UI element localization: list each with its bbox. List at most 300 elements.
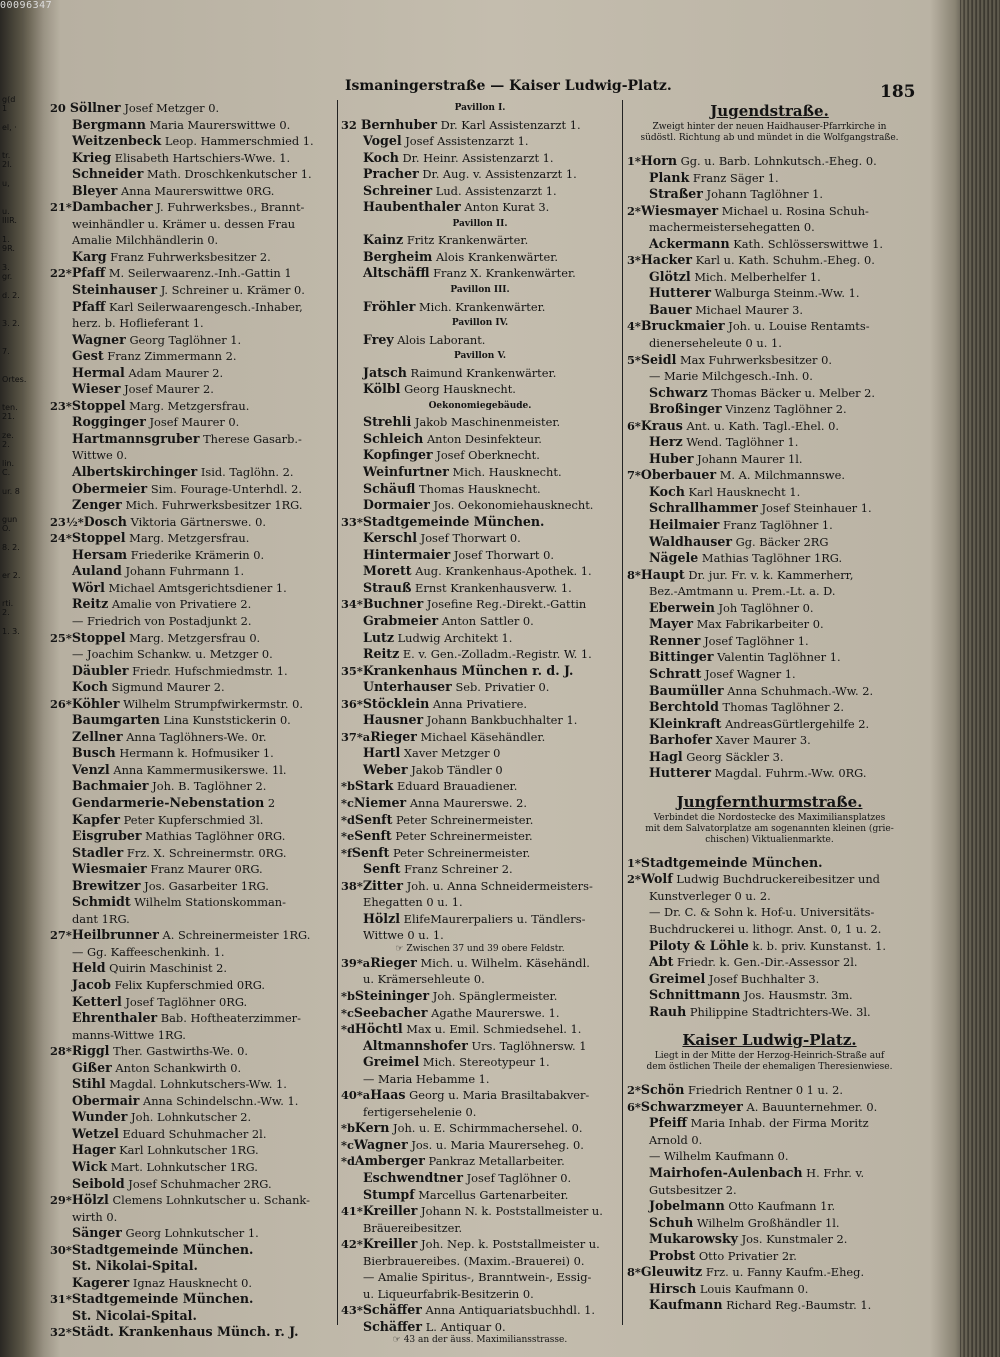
entry-details: M. Seilerwaarenz.-Inh.-Gattin 1 xyxy=(105,266,292,281)
house-number: 20 xyxy=(50,101,70,115)
surname: Schäufl xyxy=(363,480,416,496)
surname: Ehrenthaler xyxy=(72,1010,158,1026)
entry-details: — Marie Milchgesch.-Inh. 0. xyxy=(649,369,813,384)
entry-details: Josef Assistenzarzt 1. xyxy=(401,134,529,149)
resident-entry xyxy=(627,302,912,319)
entry-details: Friedrich Rentner 0 1 u. 2. xyxy=(684,1083,843,1098)
surname: Ackermann xyxy=(649,235,730,251)
surname: Krankenhaus München r. d. J. xyxy=(362,662,574,678)
surname: Schäffer xyxy=(363,1318,423,1334)
entry-details: Bab. Hoftheaterzimmer- xyxy=(157,1011,301,1026)
resident-entry xyxy=(50,100,334,117)
surname: Amberger xyxy=(354,1153,425,1169)
entry-details: weinhändler u. Krämer u. dessen Frau xyxy=(72,216,296,231)
surname: Wolf xyxy=(640,871,673,887)
surname: Vogel xyxy=(363,133,402,149)
surname: Koch xyxy=(72,679,108,695)
entry-details: Franz Schreiner 2. xyxy=(400,862,513,877)
entry-details: Joh. u. E. Schirmmachersehel. 0. xyxy=(389,1121,583,1136)
street-description: ☞ Zwischen 37 und 39 obere Feldstr. xyxy=(395,943,565,954)
surname: Piloty & Löhle xyxy=(649,937,749,953)
entry-details: Felix Kupferschmied 0RG. xyxy=(111,977,266,992)
entry-details: Raimund Krankenwärter. xyxy=(406,365,557,380)
entry-details: Karl Seilerwaarengesch.-Inhaber, xyxy=(105,299,303,314)
resident-entry xyxy=(50,117,334,134)
entry-details: wirth 0. xyxy=(72,1209,118,1224)
surname: Schratt xyxy=(649,665,702,681)
resident-entry xyxy=(50,1043,334,1060)
resident-entry xyxy=(627,401,912,418)
surname: Stihl xyxy=(72,1076,106,1092)
surname: Reitz xyxy=(363,646,400,662)
entry-details: Josefine Reg.-Direkt.-Gattin xyxy=(423,597,587,612)
entry-details: Xaver Maurer 3. xyxy=(712,733,811,748)
entry-continuation xyxy=(627,888,912,905)
resident-entry xyxy=(50,1142,334,1159)
entry-details: fertigersehelenie 0. xyxy=(363,1104,477,1119)
resident-entry xyxy=(50,1126,334,1143)
entry-details: Johann Bankbuchhalter 1. xyxy=(423,713,578,728)
surname: Mayer xyxy=(649,616,694,632)
entry-continuation xyxy=(341,1253,619,1270)
resident-entry xyxy=(341,1319,619,1336)
margin-fragment: u, xyxy=(2,179,10,188)
entry-details: Fritz Krankenwärter. xyxy=(403,233,529,248)
surname: Horn xyxy=(640,153,677,168)
resident-entry xyxy=(341,365,619,382)
surname: Bauer xyxy=(649,301,692,317)
house-number: 1* xyxy=(627,154,641,168)
house-number: *c xyxy=(341,795,354,810)
resident-entry xyxy=(50,679,334,696)
surname: Eschwendtner xyxy=(363,1170,463,1185)
resident-entry xyxy=(341,1203,619,1220)
resident-entry xyxy=(627,765,912,782)
resident-entry xyxy=(50,183,334,200)
resident-entry xyxy=(627,451,912,468)
entry-details: Joh. Lohnkutscher 2. xyxy=(127,1110,252,1125)
entry-details: Dr. jur. Fr. v. k. Kammerherr, xyxy=(684,567,854,582)
entry-details: Lina Kunststickerin 0. xyxy=(159,713,291,728)
entry-details: Georg Lohnkutscher 1. xyxy=(121,1226,259,1241)
resident-entry xyxy=(341,988,619,1005)
surname: Weinfurtner xyxy=(363,464,449,480)
surname: Herz xyxy=(649,434,683,450)
surname: Kreiller xyxy=(362,1203,418,1219)
street-heading: Jugendstraße. xyxy=(710,102,829,120)
entry-details: Marcellus Gartenarbeiter. xyxy=(414,1187,569,1202)
entry-details: Ignaz Hausknecht 0. xyxy=(129,1275,253,1290)
surname: Strauß xyxy=(363,579,412,595)
entry-details: Gg. u. Barb. Lohnkutsch.-Eheg. 0. xyxy=(676,154,877,168)
surname: Koch xyxy=(363,149,399,165)
entry-details: Ther. Gastwirths-We. 0. xyxy=(109,1044,248,1059)
resident-entry xyxy=(341,150,619,167)
entry-details: Frz. u. Fanny Kaufm.-Eheg. xyxy=(702,1265,865,1280)
house-number: 37*a xyxy=(341,729,371,744)
surname: Haas xyxy=(370,1087,406,1103)
resident-entry xyxy=(341,878,619,895)
resident-entry xyxy=(341,133,619,150)
house-number: 8* xyxy=(627,1265,641,1280)
surname: Pfeiff xyxy=(649,1115,688,1131)
entry-continuation xyxy=(50,613,334,630)
entry-details: Pankraz Metallarbeiter. xyxy=(424,1154,565,1169)
entry-details: Anton Kurat 3. xyxy=(460,200,550,215)
surname: St. Nikolai-Spital. xyxy=(72,1258,198,1274)
surname: Oberbauer xyxy=(640,467,717,483)
entry-details: Wilhelm Großhändler 1l. xyxy=(693,1215,840,1230)
entry-details: Frz. X. Schreinermstr. 0RG. xyxy=(123,845,287,860)
column-divider xyxy=(337,100,338,1325)
entry-continuation xyxy=(341,1220,619,1237)
surname: Krieg xyxy=(72,149,112,165)
entry-details: Anna Maurerswittwe 0RG. xyxy=(117,183,275,198)
resident-entry xyxy=(341,596,619,613)
resident-entry xyxy=(341,1137,619,1154)
resident-entry xyxy=(627,716,912,733)
resident-entry xyxy=(50,745,334,762)
entry-details: — Joachim Schankw. u. Metzger 0. xyxy=(72,647,273,662)
resident-entry xyxy=(341,117,619,134)
resident-entry xyxy=(341,530,619,547)
house-number: 23* xyxy=(50,398,72,413)
surname: Bruckmaier xyxy=(640,318,725,334)
resident-entry xyxy=(627,732,912,749)
entry-details: Peter Schreinermeister. xyxy=(391,829,533,844)
margin-fragment: tr. 2l. xyxy=(2,151,12,169)
house-number: 26* xyxy=(50,696,72,711)
surname: Jatsch xyxy=(363,364,407,380)
entry-continuation xyxy=(627,921,912,938)
entry-details: Bräuereibesitzer. xyxy=(363,1220,463,1235)
surname: Glötzl xyxy=(649,268,691,284)
house-number: *c xyxy=(341,1137,354,1152)
resident-entry xyxy=(627,484,912,501)
entry-details: Anna Schuhmach.-Ww. 2. xyxy=(723,683,874,698)
resident-entry xyxy=(341,497,619,514)
entry-details: Joh. Spänglermeister. xyxy=(429,988,558,1003)
resident-entry xyxy=(50,1010,334,1027)
margin-fragment: 8. 2. xyxy=(2,543,20,552)
surname: Hartl xyxy=(363,745,401,761)
surname: Eberwein xyxy=(649,599,715,615)
house-number: 6* xyxy=(627,418,641,433)
entry-details: Max Fuhrwerksbesitzer 0. xyxy=(676,352,832,367)
surname: Obermeier xyxy=(72,480,148,496)
entry-details: Therese Gasarb.- xyxy=(199,431,302,446)
surname: Steinhauser xyxy=(72,282,158,298)
column-middle xyxy=(341,100,619,1346)
resident-entry xyxy=(50,1308,334,1325)
house-number: 33* xyxy=(341,514,363,529)
resident-entry xyxy=(341,762,619,779)
resident-entry xyxy=(50,282,334,299)
entry-details: Franz Fuhrwerksbesitzer 2. xyxy=(106,249,271,264)
surname: Kainz xyxy=(363,232,404,248)
resident-entry xyxy=(341,861,619,878)
entry-details: Wilhelm Stationskomman- xyxy=(130,895,286,910)
entry-details: Peter Schreinermeister. xyxy=(389,845,531,860)
house-number: *b xyxy=(341,1121,355,1136)
column-divider xyxy=(622,100,623,1325)
surname: Schwarz xyxy=(649,384,708,400)
surname: Wagner xyxy=(353,1136,408,1152)
resident-entry xyxy=(50,299,334,316)
margin-fragment: 3. gr. xyxy=(2,263,13,281)
entry-continuation xyxy=(627,335,912,352)
resident-entry xyxy=(627,1198,912,1215)
resident-entry xyxy=(341,249,619,266)
entry-details: Josef Taglöhner 0RG. xyxy=(121,994,248,1009)
entry-details: A. Schreinermeister 1RG. xyxy=(158,928,311,943)
house-number: 6* xyxy=(627,1099,641,1114)
resident-entry xyxy=(341,580,619,597)
resident-entry xyxy=(341,381,619,398)
surname: Kapfer xyxy=(72,811,120,827)
surname: Niemer xyxy=(353,794,407,810)
entry-details: Gutsbesitzer 2. xyxy=(649,1182,737,1197)
section-subheading: Pavillon V. xyxy=(453,351,507,362)
spacer xyxy=(627,846,912,855)
surname: Wieser xyxy=(72,381,121,397)
surname: Kerschl xyxy=(363,530,418,546)
entry-details: Joh. u. Anna Schneidermeisters- xyxy=(403,878,593,893)
resident-entry xyxy=(50,1242,334,1259)
resident-entry xyxy=(627,500,912,517)
surname: Gißer xyxy=(72,1059,112,1075)
resident-entry xyxy=(50,828,334,845)
entry-details: J. Fuhrwerksbes., Brannt- xyxy=(152,200,305,215)
entry-details: Mathias Taglöhner 0RG. xyxy=(141,829,286,844)
entry-details: Joh. B. Taglöhner 2. xyxy=(148,779,267,794)
surname: Mukarowsky xyxy=(649,1231,738,1247)
entry-details: Gg. Bäcker 2RG xyxy=(732,534,829,549)
resident-entry xyxy=(627,153,912,170)
house-number: 42* xyxy=(341,1237,363,1252)
resident-entry xyxy=(50,845,334,862)
entry-details: Ludwig Architekt 1. xyxy=(393,630,513,645)
surname: Kaufmann xyxy=(649,1297,723,1313)
surname: Altmannshofer xyxy=(363,1037,468,1053)
resident-entry xyxy=(50,547,334,564)
resident-entry xyxy=(341,1005,619,1022)
resident-entry xyxy=(627,1297,912,1314)
surname: Schreiner xyxy=(363,182,433,198)
entry-details: Michael u. Rosina Schuh- xyxy=(718,203,869,218)
entry-details: Karl u. Kath. Schuhm.-Eheg. 0. xyxy=(692,253,875,268)
resident-entry xyxy=(50,1159,334,1176)
house-number: 29* xyxy=(50,1193,72,1208)
entry-details: Anna Maurerswe. 2. xyxy=(406,795,528,810)
entry-details: Anna Antiquariatsbuchhdl. 1. xyxy=(421,1303,596,1318)
entry-details: — Amalie Spiritus-, Branntwein-, Essig- xyxy=(363,1270,592,1285)
surname: Probst xyxy=(649,1247,696,1263)
entry-continuation xyxy=(627,1148,912,1165)
resident-entry xyxy=(627,683,912,700)
entry-details: Michael Maurer 3. xyxy=(691,302,803,317)
resident-entry xyxy=(341,911,619,928)
house-number: 34* xyxy=(341,597,363,612)
surname: Schwarzmeyer xyxy=(640,1098,743,1114)
resident-entry xyxy=(50,663,334,680)
page-number: 185 xyxy=(880,82,916,102)
entry-details: Agathe Maurerswe. 1. xyxy=(427,1005,560,1020)
house-number: 31* xyxy=(50,1292,72,1307)
entry-details: Bierbrauereibes. (Maxim.-Brauerei) 0. xyxy=(363,1253,585,1268)
surname: Kreiller xyxy=(362,1236,418,1252)
entry-details: Leop. Hammerschmied 1. xyxy=(161,134,314,149)
resident-entry xyxy=(50,365,334,382)
margin-fragment: u. IIIR. xyxy=(2,207,17,225)
entry-details: Thomas Taglöhner 2. xyxy=(718,700,845,715)
entry-details: Otto Privatier 2r. xyxy=(695,1248,797,1263)
entry-details: Karl Lohnkutscher 1RG. xyxy=(115,1143,259,1158)
surname: Seebacher xyxy=(353,1004,428,1020)
resident-entry xyxy=(50,596,334,613)
entry-details: herz. b. Hoflieferant 1. xyxy=(72,316,204,331)
surname: Rauh xyxy=(649,1003,687,1019)
surname: Morett xyxy=(363,563,412,579)
entry-details: Friederike Krämerin 0. xyxy=(127,547,265,562)
surname: Jacob xyxy=(72,976,111,992)
resident-entry xyxy=(50,1225,334,1242)
entry-details: Friedr. Hufschmiedmstr. 1. xyxy=(128,663,288,678)
entry-details: Anna Privatiere. xyxy=(429,696,527,711)
resident-entry xyxy=(627,616,912,633)
entry-details: Bez.-Amtmann u. Prem.-Lt. a. D. xyxy=(649,584,836,599)
margin-fragment: lin. C. xyxy=(2,459,15,477)
running-header: Ismaningerstraße — Kaiser Ludwig-Platz. xyxy=(345,78,672,94)
entry-details: Jakob Maschinenmeister. xyxy=(411,415,561,430)
section-subheading: Pavillon IV. xyxy=(451,318,509,329)
entry-details: Jos. Kunstmaler 2. xyxy=(738,1232,848,1247)
entry-details: Franz Zimmermann 2. xyxy=(103,349,237,364)
resident-entry xyxy=(341,1087,619,1104)
house-number: 32* xyxy=(50,1325,72,1340)
house-number: 40*a xyxy=(341,1088,371,1103)
house-number: 43* xyxy=(341,1303,363,1318)
resident-entry xyxy=(341,630,619,647)
entry-details: u. Krämersehleute 0. xyxy=(363,972,485,987)
entry-continuation xyxy=(627,368,912,385)
resident-entry xyxy=(50,514,334,531)
house-number: 32 xyxy=(341,117,361,132)
entry-continuation xyxy=(50,911,334,928)
column-left xyxy=(50,100,334,1341)
entry-details: AndreasGürtlergehilfe 2. xyxy=(721,716,870,731)
surname: Schnittmann xyxy=(649,987,741,1003)
resident-entry xyxy=(50,414,334,431)
resident-entry xyxy=(50,1258,334,1275)
margin-fragment: g(d 1 xyxy=(2,95,16,113)
entry-details: Franz X. Krankenwärter. xyxy=(429,266,576,281)
resident-entry xyxy=(627,954,912,971)
entry-details: Magdal. Lohnkutschers-Ww. 1. xyxy=(105,1077,287,1092)
surname: Fröhler xyxy=(363,298,416,314)
surname: Söllner xyxy=(69,100,121,115)
resident-entry xyxy=(341,1054,619,1071)
entry-details: Josef Metzger 0. xyxy=(120,101,220,115)
entry-details: manns-Wittwe 1RG. xyxy=(72,1027,186,1042)
resident-entry xyxy=(627,534,912,551)
resident-entry xyxy=(50,497,334,514)
surname: Senft xyxy=(354,811,393,827)
entry-details: Vinzenz Taglöhner 2. xyxy=(721,402,847,417)
resident-entry xyxy=(341,745,619,762)
resident-entry xyxy=(627,236,912,253)
entry-details: A. Bauunternehmer. 0. xyxy=(742,1099,878,1114)
entry-continuation xyxy=(341,971,619,988)
resident-entry xyxy=(341,481,619,498)
surname: Schäffer xyxy=(362,1302,422,1318)
entry-details: J. Schreiner u. Krämer 0. xyxy=(157,283,305,298)
surname: Hartmannsgruber xyxy=(72,430,200,446)
entry-details: Lud. Assistenzarzt 1. xyxy=(432,183,557,198)
entry-continuation xyxy=(341,1104,619,1121)
entry-details: Franz Taglöhner 1. xyxy=(719,518,833,533)
entry-details: dant 1RG. xyxy=(72,911,130,926)
house-number: 22* xyxy=(50,266,72,281)
surname: Altschäffl xyxy=(363,265,430,281)
entry-details: Hermann k. Hofmusiker 1. xyxy=(115,746,274,761)
margin-fragment: ze. 2. xyxy=(2,431,14,449)
entry-details: Johann Maurer 1l. xyxy=(693,451,803,466)
entry-details: Georg Hausknecht. xyxy=(400,382,516,397)
entry-details: Amalie von Privatiere 2. xyxy=(108,597,252,612)
resident-entry xyxy=(627,666,912,683)
surname: Karg xyxy=(72,248,107,264)
entry-details: Johann N. k. Poststallmeister u. xyxy=(417,1204,603,1219)
entry-details: Johann Fuhrmann 1. xyxy=(121,564,245,579)
surname: Hersam xyxy=(72,546,128,562)
surname: Reitz xyxy=(72,596,109,612)
spacer xyxy=(627,782,912,791)
entry-continuation xyxy=(341,1286,619,1303)
margin-fragment: Ortes. xyxy=(2,375,27,384)
surname: Hölzl xyxy=(363,910,401,926)
entry-details: Dr. Karl Assistenzarzt 1. xyxy=(437,117,581,132)
entry-details: Mich. Hausknecht. xyxy=(448,465,562,480)
resident-entry xyxy=(341,547,619,564)
entry-details: Josef Taglöhner 1. xyxy=(700,633,809,648)
entry-details: Elisabeth Hartschiers-Wwe. 1. xyxy=(111,150,291,165)
house-number: *f xyxy=(341,845,352,860)
surname: Stoppel xyxy=(71,530,126,546)
resident-entry xyxy=(627,1248,912,1265)
entry-details: Anna Kammermusikerswe. 1l. xyxy=(109,762,287,777)
entry-continuation xyxy=(627,583,912,600)
surname: Grabmeier xyxy=(363,612,439,628)
house-number: 24* xyxy=(50,531,72,546)
surname: Greimel xyxy=(649,970,706,986)
spacer xyxy=(627,1020,912,1029)
surname: Stark xyxy=(354,778,394,794)
surname: Schmidt xyxy=(72,894,131,910)
surname: Hacker xyxy=(640,252,692,268)
entry-details: Josef Steinhauer 1. xyxy=(757,501,872,516)
resident-entry xyxy=(627,1231,912,1248)
surname: Unterhauser xyxy=(363,679,452,695)
surname: St. Nicolai-Spital. xyxy=(72,1307,197,1323)
entry-details: Josef Schuhmacher 2RG. xyxy=(124,1176,272,1191)
resident-entry xyxy=(627,285,912,302)
entry-details: Dr. Heinr. Assistenzarzt 1. xyxy=(398,150,554,165)
surname: Held xyxy=(72,960,106,976)
entry-details: machermeistersehegatten 0. xyxy=(649,220,815,235)
entry-details: Alois Laborant. xyxy=(393,332,486,347)
entry-details: Viktoria Gärtnerswe. 0. xyxy=(126,514,266,529)
